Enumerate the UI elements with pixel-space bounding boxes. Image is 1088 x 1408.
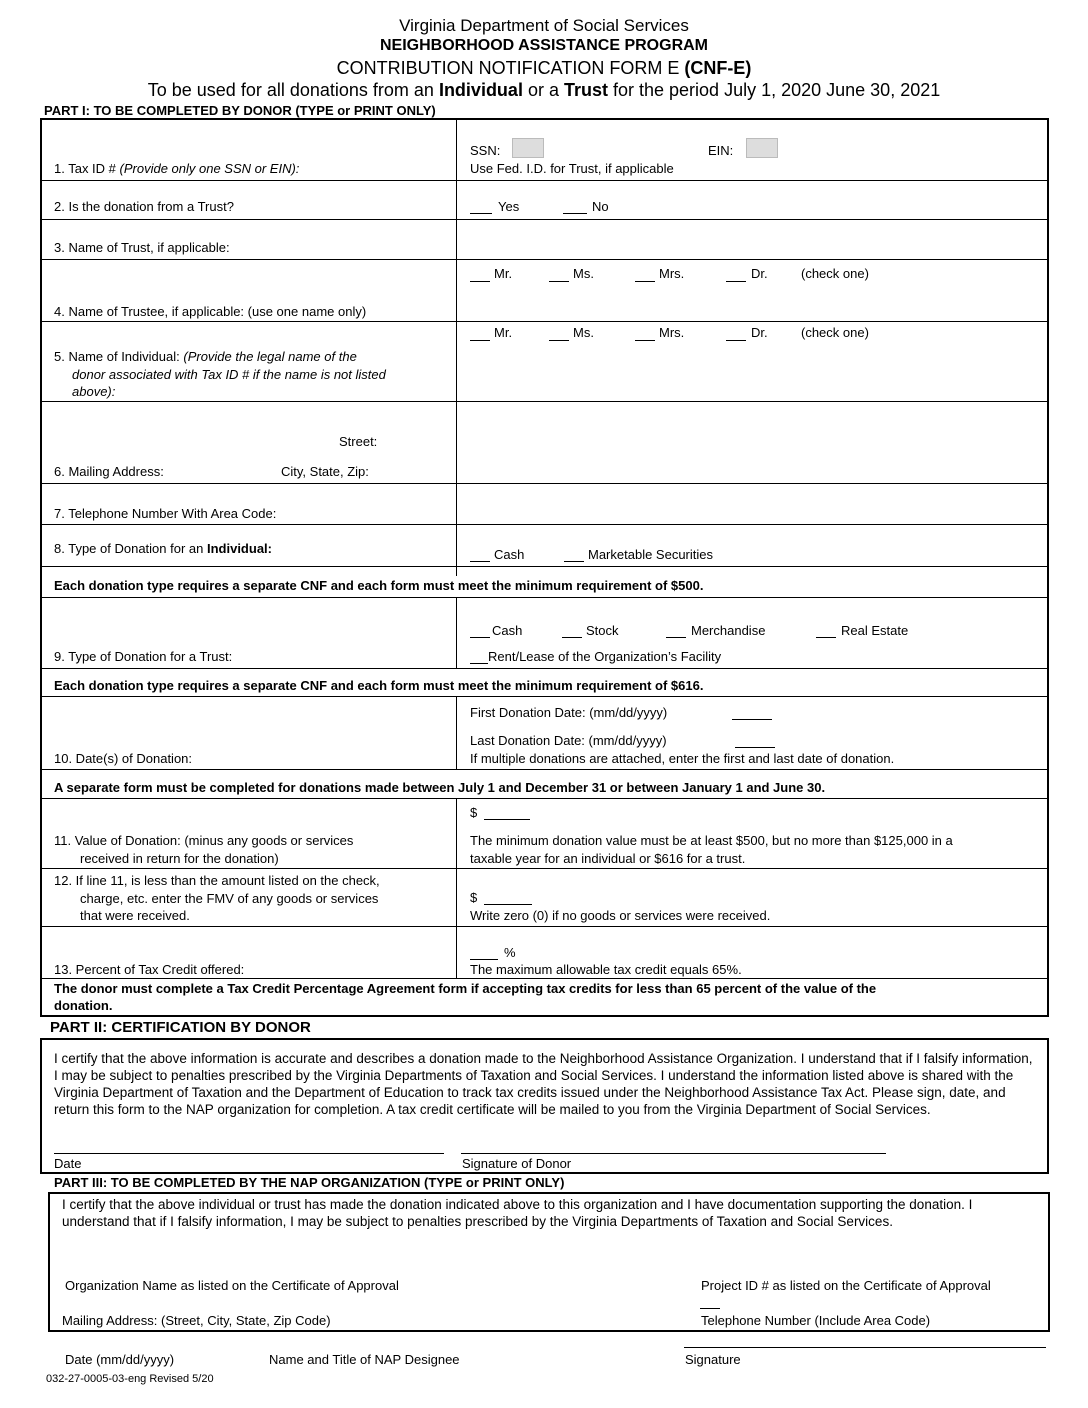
row1-label: 1. Tax ID # (Provide only one SSN or EIN): [54, 161, 300, 176]
row7-label: 7. Telephone Number With Area Code: [54, 506, 277, 521]
nap-signature-label: Signature [685, 1352, 741, 1367]
row8-label: 8. Type of Donation for an Individual: [54, 541, 272, 556]
note-min-500: Each donation type requires a separate CNF and each form must meet the minimum requirement of $500. [54, 578, 704, 593]
project-id-line[interactable] [700, 1308, 720, 1309]
merchandise-label: Merchandise [691, 623, 766, 638]
donor-date-label: Date [54, 1156, 82, 1171]
row5-label: 5. Name of Individual: (Provide the legal name of the [54, 349, 357, 364]
individual-mr-label: Mr. [494, 325, 513, 340]
securities-label: Marketable Securities [588, 547, 713, 562]
part2-certification-text: I certify that the above information is accurate and describes a donation made to the Neighborhood Assistance Organization. I understand that if I falsify information, I may be subject to penalties prescribed by the Virginia Departments of Taxation and Social Services. I understand the information listed above is shared with the Virginia Department of Taxation and the Department of Education to track tax credits issued under the Neighborhood Assistance Tax Act. Please sign, date, and return this form to the NAP organization for completion. A tax credit certificate will be mailed to you from the Virginia Department of Social Services. [54, 1051, 1033, 1117]
yes-label: Yes [498, 199, 520, 214]
org-name-label: Organization Name as listed on the Certificate of Approval [65, 1278, 399, 1293]
ssn-field[interactable] [512, 138, 544, 158]
ein-field[interactable] [746, 138, 778, 158]
note-agreement: The donor must complete a Tax Credit Percentage Agreement form if accepting tax credits for less than 65 percent of the value of the [54, 981, 877, 996]
row-line [41, 798, 1048, 799]
agency-name: Virginia Department of Social Services [399, 16, 689, 35]
row-line [41, 597, 1048, 598]
last-date-label: Last Donation Date: (mm/dd/yyyy) [470, 733, 667, 748]
trustee-mr-checkbox[interactable] [470, 281, 490, 282]
form-number: 032-27-0005-03-eng Revised 5/20 [46, 1373, 214, 1385]
row6-label: 6. Mailing Address: [54, 464, 164, 479]
trustee-ms-checkbox[interactable] [549, 281, 569, 282]
row4-label: 4. Name of Trustee, if applicable: (use one name only) [54, 304, 367, 319]
trustee-mrs-checkbox[interactable] [635, 281, 655, 282]
first-date-label: First Donation Date: (mm/dd/yyyy) [470, 705, 668, 720]
last-date-field[interactable] [735, 747, 775, 748]
note-agreement-line2: donation. [54, 998, 113, 1013]
donor-signature-line[interactable] [461, 1153, 886, 1154]
row5-label-line2: donor associated with Tax ID # if the name is not listed [72, 367, 386, 382]
individual-cash-checkbox[interactable] [470, 561, 490, 562]
col-divider [456, 597, 457, 668]
trust-cash-label: Cash [492, 623, 523, 638]
real-estate-checkbox[interactable] [816, 637, 836, 638]
part3-certification-text: I certify that the above individual or trust has made the donation indicated above to this organization and I have documentation supporting the donation. I understand that if I falsify information, I may be subject to penalties prescribed by the Virginia Departments of Taxation and Social Services. [62, 1197, 973, 1229]
fmv-field[interactable] [484, 904, 532, 905]
percent-field[interactable] [470, 959, 498, 960]
trustee-dr-label: Dr. [751, 266, 768, 281]
note-min-616: Each donation type requires a separate CNF and each form must meet the minimum requirement of $616. [54, 678, 704, 693]
ein-label: EIN: [708, 143, 734, 158]
trustee-mrs-label: Mrs. [659, 266, 685, 281]
first-date-field[interactable] [732, 719, 772, 720]
merchandise-checkbox[interactable] [666, 637, 686, 638]
row5-label-line3: above): [72, 384, 116, 399]
row3-label: 3. Name of Trust, if applicable: [54, 240, 230, 255]
fed-id-note: Use Fed. I.D. for Trust, if applicable [470, 161, 674, 176]
individual-mrs-checkbox[interactable] [635, 340, 655, 341]
fmv-dollar-sign: $ [470, 890, 478, 905]
row-line [41, 180, 1048, 181]
address-field[interactable] [457, 444, 1048, 482]
trustee-dr-checkbox[interactable] [726, 281, 746, 282]
row-line [41, 524, 1048, 525]
trustee-mr-label: Mr. [494, 266, 513, 281]
form-title: CONTRIBUTION NOTIFICATION FORM E (CNF-E) [336, 58, 752, 78]
individual-check-one: (check one) [801, 325, 869, 340]
multiple-dates-note: If multiple donations are attached, enter the first and last date of donation. [470, 751, 895, 766]
row11-label: 11. Value of Donation: (minus any goods or services [54, 833, 354, 848]
donor-signature-label: Signature of Donor [462, 1156, 572, 1171]
individual-ms-label: Ms. [573, 325, 594, 340]
row13-label: 13. Percent of Tax Credit offered: [54, 962, 245, 977]
yes-checkbox[interactable] [470, 213, 492, 214]
mailing-address-label: Mailing Address: (Street, City, State, Zip Code) [62, 1313, 331, 1328]
no-checkbox[interactable] [563, 213, 587, 214]
row-line [41, 696, 1048, 697]
individual-dr-checkbox[interactable] [726, 340, 746, 341]
rent-lease-checkbox[interactable] [470, 663, 488, 664]
telephone-label: Telephone Number (Include Area Code) [701, 1313, 931, 1328]
program-name: NEIGHBORHOOD ASSISTANCE PROGRAM [379, 37, 708, 54]
telephone-field[interactable] [457, 485, 1048, 523]
project-id-label: Project ID # as listed on the Certificate of Approval [701, 1278, 991, 1293]
row-line [41, 401, 1048, 402]
individual-cash-label: Cash [494, 547, 525, 562]
value-field[interactable] [484, 819, 530, 820]
write-zero-note: Write zero (0) if no goods or services were received. [470, 908, 771, 923]
trustee-ms-label: Ms. [573, 266, 594, 281]
no-label: No [592, 199, 609, 214]
donor-date-line[interactable] [54, 1153, 444, 1154]
row-line [41, 668, 1048, 669]
value-dollar-sign: $ [470, 805, 478, 820]
row-line [41, 483, 1048, 484]
row12-label-line3: that were received. [80, 908, 190, 923]
trust-name-field[interactable] [457, 220, 1048, 258]
securities-checkbox[interactable] [564, 561, 584, 562]
street-label: Street: [339, 434, 378, 449]
row2-label: 2. Is the donation from a Trust? [54, 199, 234, 214]
row-line [41, 769, 1048, 770]
individual-ms-checkbox[interactable] [549, 340, 569, 341]
row-line [41, 321, 1048, 322]
percent-sign: % [504, 945, 516, 960]
row12-label: 12. If line 11, is less than the amount listed on the check, [54, 873, 380, 888]
col-divider [456, 798, 457, 979]
stock-label: Stock [586, 623, 619, 638]
city-state-zip-label: City, State, Zip: [281, 464, 369, 479]
ssn-label: SSN: [470, 143, 501, 158]
min-value-note: The minimum donation value must be at least $500, but no more than $125,000 in a [470, 833, 953, 848]
individual-dr-label: Dr. [751, 325, 768, 340]
max-credit-note: The maximum allowable tax credit equals 65%. [470, 962, 742, 977]
part1-title: PART I: TO BE COMPLETED BY DONOR (TYPE or PRINT ONLY) [44, 103, 436, 118]
row-line [41, 868, 1048, 869]
rent-lease-label: Rent/Lease of the Organization’s Facility [488, 649, 722, 664]
stock-checkbox[interactable] [562, 637, 582, 638]
col-divider [456, 696, 457, 769]
nap-date-label: Date (mm/dd/yyyy) [65, 1352, 175, 1367]
row-line [41, 259, 1048, 260]
row11-label-line2: received in return for the donation) [80, 851, 279, 866]
row12-label-line2: charge, etc. enter the FMV of any goods or services [80, 891, 379, 906]
row-line [41, 566, 1048, 567]
signature-line[interactable] [684, 1347, 1046, 1348]
designee-label: Name and Title of NAP Designee [269, 1352, 460, 1367]
individual-mr-checkbox[interactable] [470, 340, 490, 341]
individual-mrs-label: Mrs. [659, 325, 685, 340]
note-separate-period: A separate form must be completed for donations made between July 1 and December 31 or between January 1 and June 30. [54, 780, 826, 795]
part3-title: PART III: TO BE COMPLETED BY THE NAP ORGANIZATION (TYPE or PRINT ONLY) [54, 1175, 565, 1190]
row-line [41, 978, 1048, 979]
form-subtitle: To be used for all donations from an Individual or a Trust for the period July 1, 2020 June 30, 2021 [147, 80, 941, 100]
trust-cash-checkbox[interactable] [470, 637, 490, 638]
min-value-note-line2: taxable year for an individual or $616 for a trust. [470, 851, 746, 866]
trustee-check-one: (check one) [801, 266, 869, 281]
row9-label: 9. Type of Donation for a Trust: [54, 649, 233, 664]
part2-title: PART II: CERTIFICATION BY DONOR [50, 1019, 311, 1036]
row10-label: 10. Date(s) of Donation: [54, 751, 193, 766]
row-line [41, 926, 1048, 927]
real-estate-label: Real Estate [841, 623, 909, 638]
